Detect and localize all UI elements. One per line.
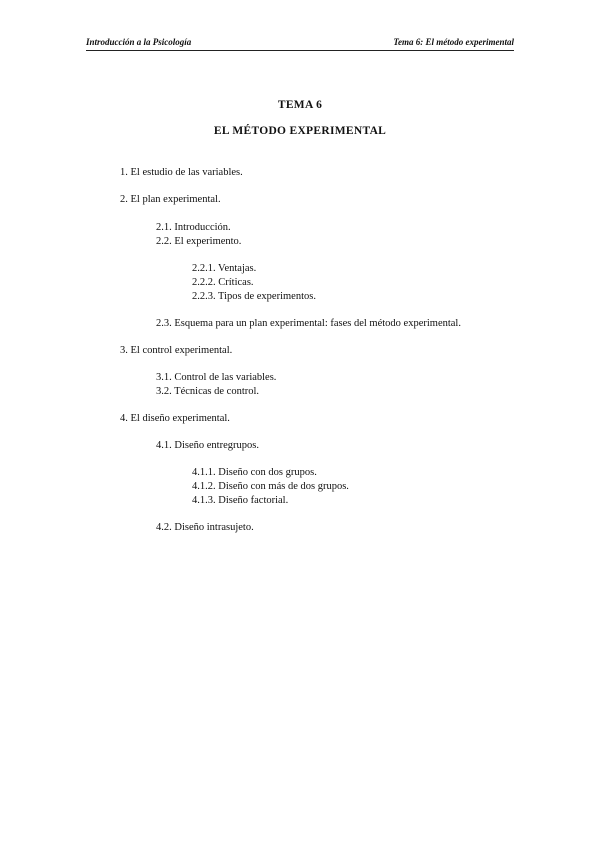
toc-item-4-1-3: 4.1.3. Diseño factorial.: [192, 495, 289, 506]
toc-item-4-1-1: 4.1.1. Diseño con dos grupos.: [192, 467, 317, 478]
toc-item-4-2: 4.2. Diseño intrasujeto.: [156, 522, 254, 533]
toc-item-2-2-1: 2.2.1. Ventajas.: [192, 263, 257, 274]
toc-item-1: 1. El estudio de las variables.: [120, 167, 243, 178]
toc-item-3-2: 3.2. Técnicas de control.: [156, 386, 260, 397]
toc-item-3: 3. El control experimental.: [120, 345, 233, 356]
toc-item-4-1: 4.1. Diseño entregrupos.: [156, 440, 259, 451]
toc-item-4: 4. El diseño experimental.: [120, 413, 230, 424]
toc-item-2-3: 2.3. Esquema para un plan experimental: fases del método experimental.: [156, 318, 461, 329]
toc-item-2-2-2: 2.2.2. Críticas.: [192, 277, 254, 288]
header-course-title: Introducción a la Psicología: [86, 37, 192, 47]
toc-item-2: 2. El plan experimental.: [120, 194, 221, 205]
toc-item-4-1-2: 4.1.2. Diseño con más de dos grupos.: [192, 481, 349, 492]
toc-item-2-1: 2.1. Introducción.: [156, 222, 231, 233]
chapter-title: EL MÉTODO EXPERIMENTAL: [213, 125, 387, 137]
toc-item-3-1: 3.1. Control de las variables.: [156, 372, 277, 383]
toc-item-2-2: 2.2. El experimento.: [156, 236, 242, 247]
toc-item-2-2-3: 2.2.3. Tipos de experimentos.: [192, 291, 316, 302]
header-chapter-title: Tema 6: El método experimental: [393, 37, 514, 47]
chapter-number: TEMA 6: [277, 99, 323, 111]
